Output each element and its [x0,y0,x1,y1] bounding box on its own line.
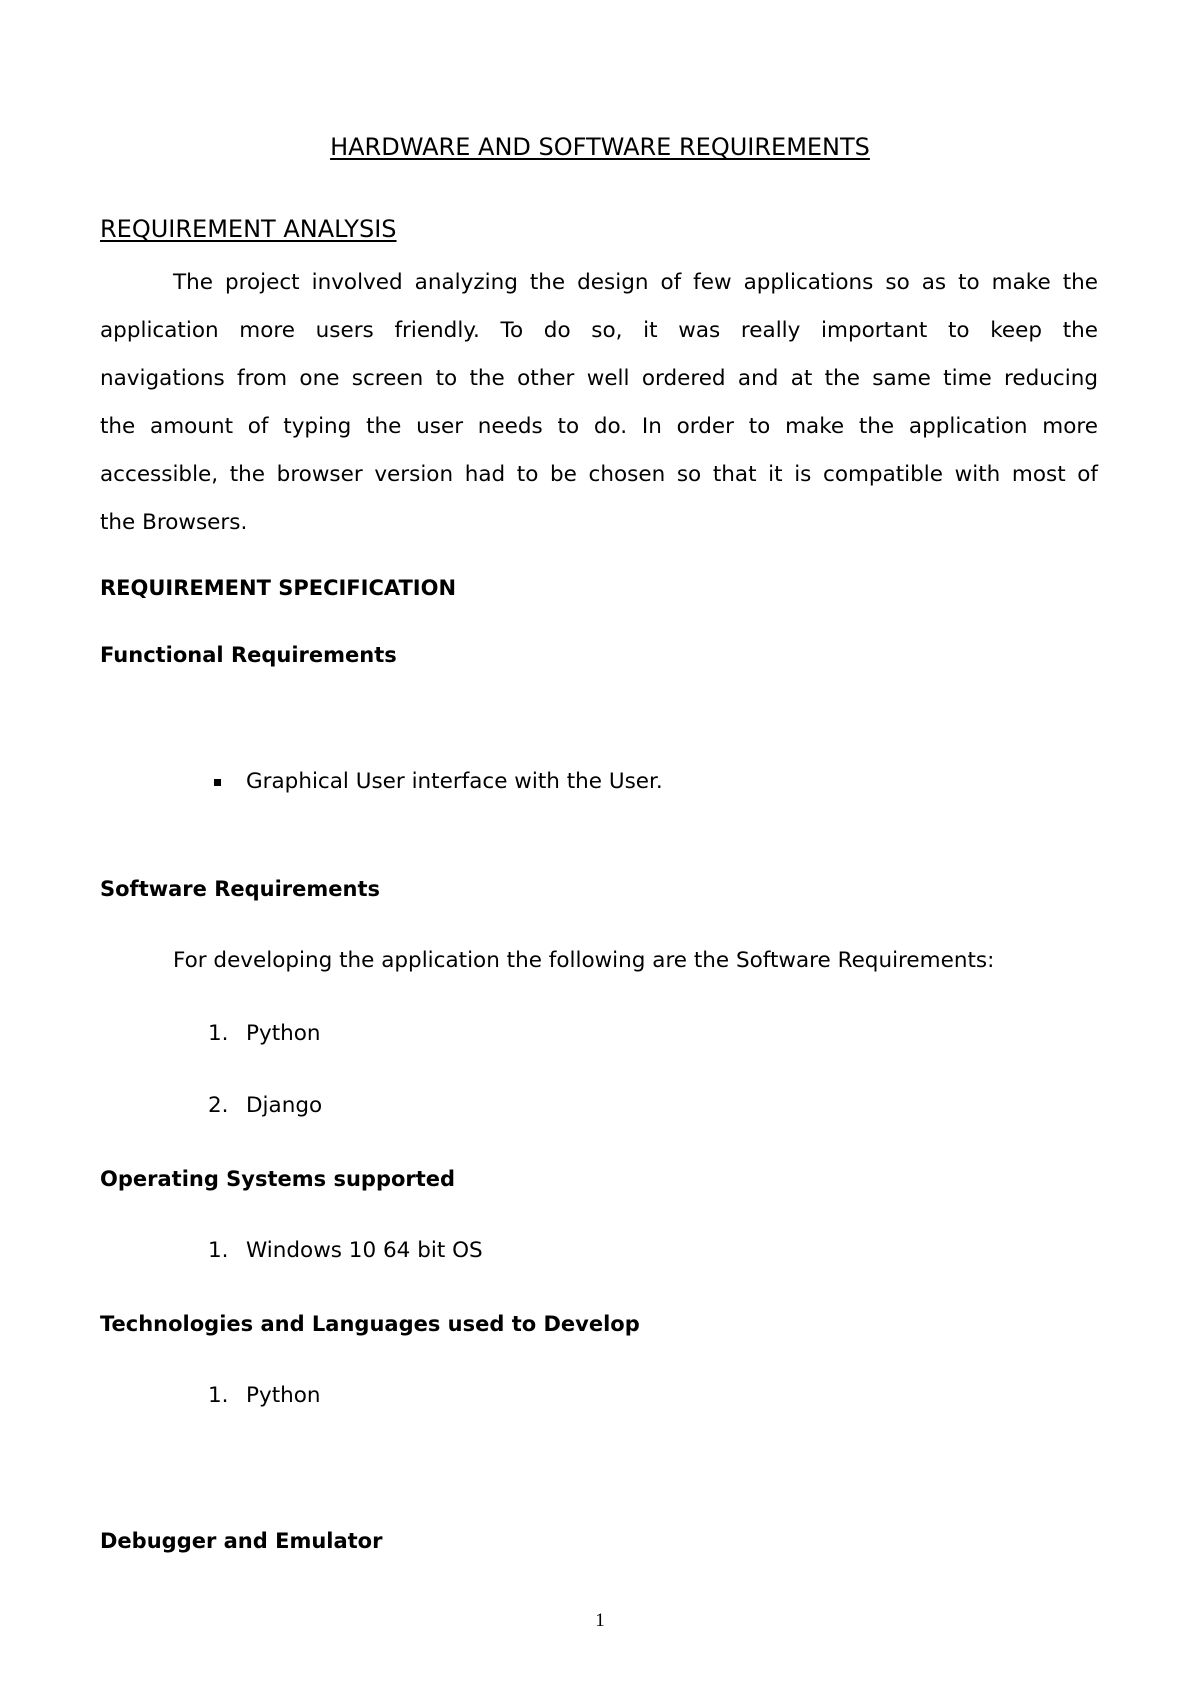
software-requirements-heading: Software Requirements [100,877,381,901]
software-requirements-intro: For developing the application the following are the Software Requirements: [173,948,995,973]
paragraph-line: the Browsers. [100,510,248,535]
requirement-analysis-heading: REQUIREMENT ANALYSIS [100,215,397,243]
list-number: 1. [208,1021,229,1046]
requirement-specification-heading: REQUIREMENT SPECIFICATION [100,576,457,600]
list-number: 2. [208,1093,229,1118]
paragraph-line: navigations from one screen to the other well ordered and at the same time reducing [100,366,1098,391]
list-number: 1. [208,1383,229,1408]
list-item: Windows 10 64 bit OS [246,1238,483,1263]
bullet-square-icon [214,779,221,786]
list-item: Django [246,1093,323,1118]
list-number: 1. [208,1238,229,1263]
list-item: Python [246,1021,321,1046]
debugger-heading: Debugger and Emulator [100,1529,383,1553]
document-title: HARDWARE AND SOFTWARE REQUIREMENTS [330,133,870,161]
paragraph-line: The project involved analyzing the design of few applications so as to make the [173,270,1098,295]
page-number: 1 [595,1610,605,1631]
paragraph-line: accessible, the browser version had to be chosen so that it is compatible with most of [100,462,1098,487]
paragraph-line: the amount of typing the user needs to do. In order to make the application more [100,414,1098,439]
list-item: Graphical User interface with the User. [246,769,663,794]
list-item: Python [246,1383,321,1408]
technologies-heading: Technologies and Languages used to Develop [100,1312,640,1336]
operating-systems-heading: Operating Systems supported [100,1167,456,1191]
functional-requirements-heading: Functional Requirements [100,643,397,667]
paragraph-line: application more users friendly. To do so, it was really important to keep the [100,318,1098,343]
